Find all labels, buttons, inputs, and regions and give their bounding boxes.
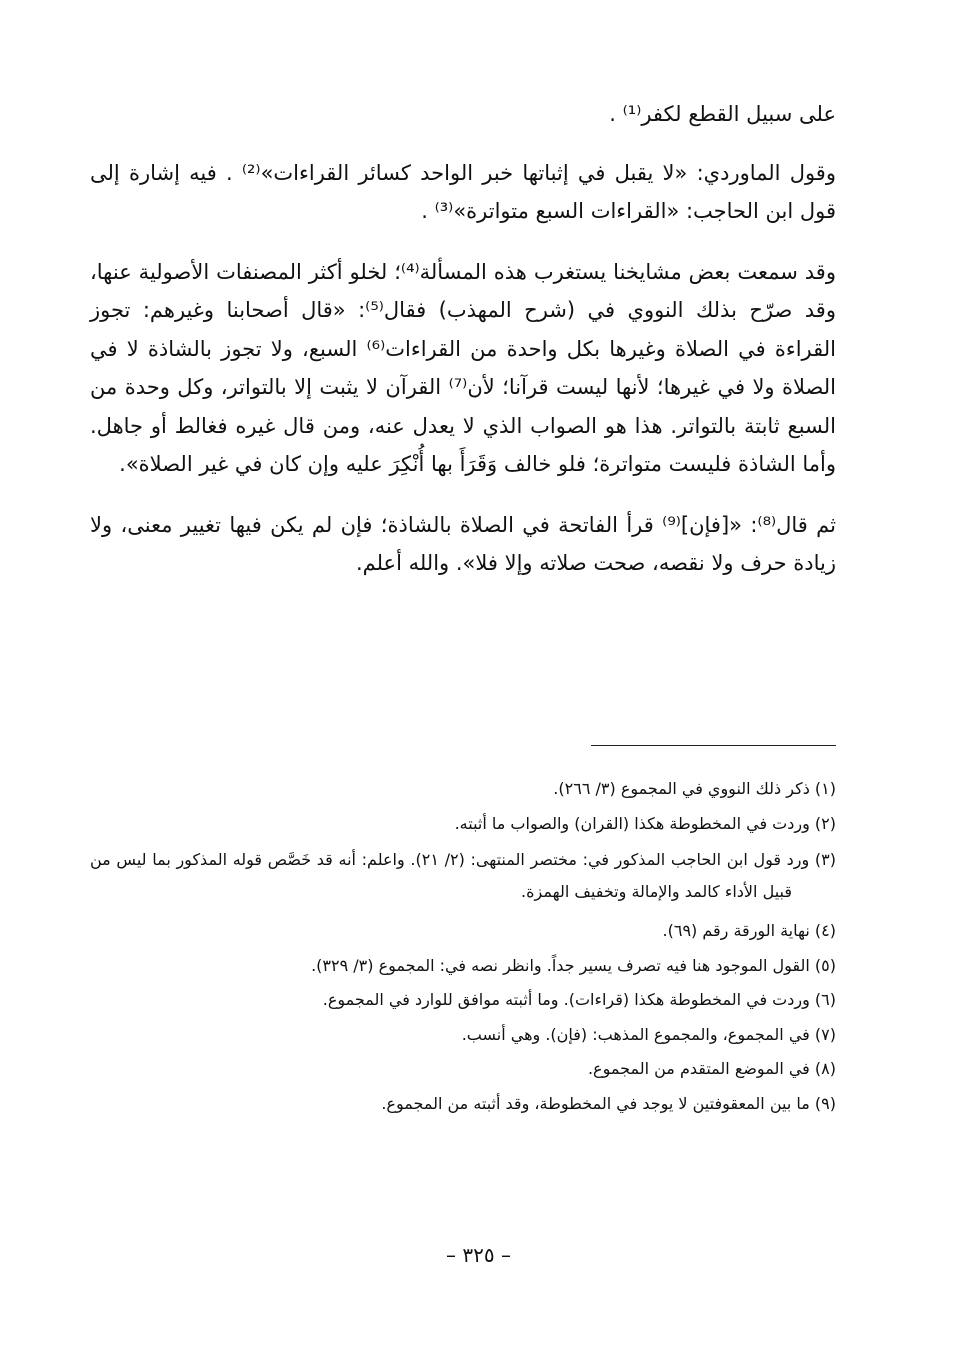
paragraph-2: وقول الماوردي: «لا يقبل في إثباتها خبر الواحد كسائر القراءات»⁽²⁾ . فيه إشارة إلى قول ابن الحاجب: «القراءات السبع متواترة»⁽³⁾ . xyxy=(90,160,836,223)
paragraph-3: وقد سمعت بعض مشايخنا يستغرب هذه المسألة⁽⁴⁾؛ لخلو أكثر المصنفات الأصولية عنها، وقد صرّح بذلك النووي في (شرح المهذب) فقال⁽⁵⁾: «قال أصحابنا وغيرهم: تجوز القراءة في الصلاة وغيرها بكل واحدة من القراءات⁽⁶⁾ السبع، ولا تجوز بالشاذة لا في الصلاة ولا في غيرها؛ لأنها ليست قرآنا؛ لأن⁽⁷⁾ القرآن لا يثبت إلا بالتواتر، وكل وحدة من السبع ثابتة بالتواتر. هذا هو الصواب الذي لا يعدل عنه، ومن قال غيره فغالط أو جاهل. وأما الشاذة فليست متواترة؛ فلو خالف وَقَرَأَ بها أُنْكِرَ عليه وإن كان في غير الصلاة». xyxy=(90,259,836,476)
page-body xyxy=(90,95,837,1113)
page-number: – ٣٢٥ – xyxy=(446,1243,511,1267)
footnote-5: (٥) القول الموجود هنا فيه تصرف يسير جداً. وانظر نصه في: المجموع (٣/ ٣٢٩). xyxy=(311,955,836,975)
footnote-7: (٧) في المجموع، والمجموع المذهب: (فإن). وهي أنسب. xyxy=(461,1024,836,1044)
footnote-divider xyxy=(591,745,836,746)
footnote-1: (١) ذكر ذلك النووي في المجموع (٣/ ٢٦٦). xyxy=(553,779,836,798)
footnote-9: (٩) ما بين المعقوفتين لا يوجد في المخطوطة، وقد أثبته من المجموع. xyxy=(381,1093,836,1113)
footnote-8: (٨) في الموضع المتقدم من المجموع. xyxy=(587,1059,836,1078)
paragraph-4: ثم قال⁽⁸⁾: «[فإن]⁽⁹⁾ قرأ الفاتحة في الصلاة بالشاذة؛ فإن لم يكن فيها تغيير معنى، ولا زيادة حرف ولا نقصه، صحت صلاته وإلا فلا». والله أعلم. xyxy=(90,512,836,575)
paragraph-1: على سبيل القطع لكفر⁽¹⁾ . xyxy=(609,102,836,126)
footnotes xyxy=(90,772,836,1121)
footnote-4: (٤) نهاية الورقة رقم (٦٩). xyxy=(662,921,836,940)
footnote-3: (٣) ورد قول ابن الحاجب المذكور في: مختصر المنتهى: (٢/ ٢١). واعلم: أنه قد خَصَّص قوله المذكور بما ليس من قبيل الأداء كالمد والإمالة وتخفيف الهمزة. xyxy=(90,850,837,901)
footnote-6: (٦) وردت في المخطوطة هكذا (قراءات). وما أثبته موافق للوارد في المجموع. xyxy=(322,990,836,1009)
footnote-2: (٢) وردت في المخطوطة هكذا (القران) والصواب ما أثبته. xyxy=(454,813,836,833)
